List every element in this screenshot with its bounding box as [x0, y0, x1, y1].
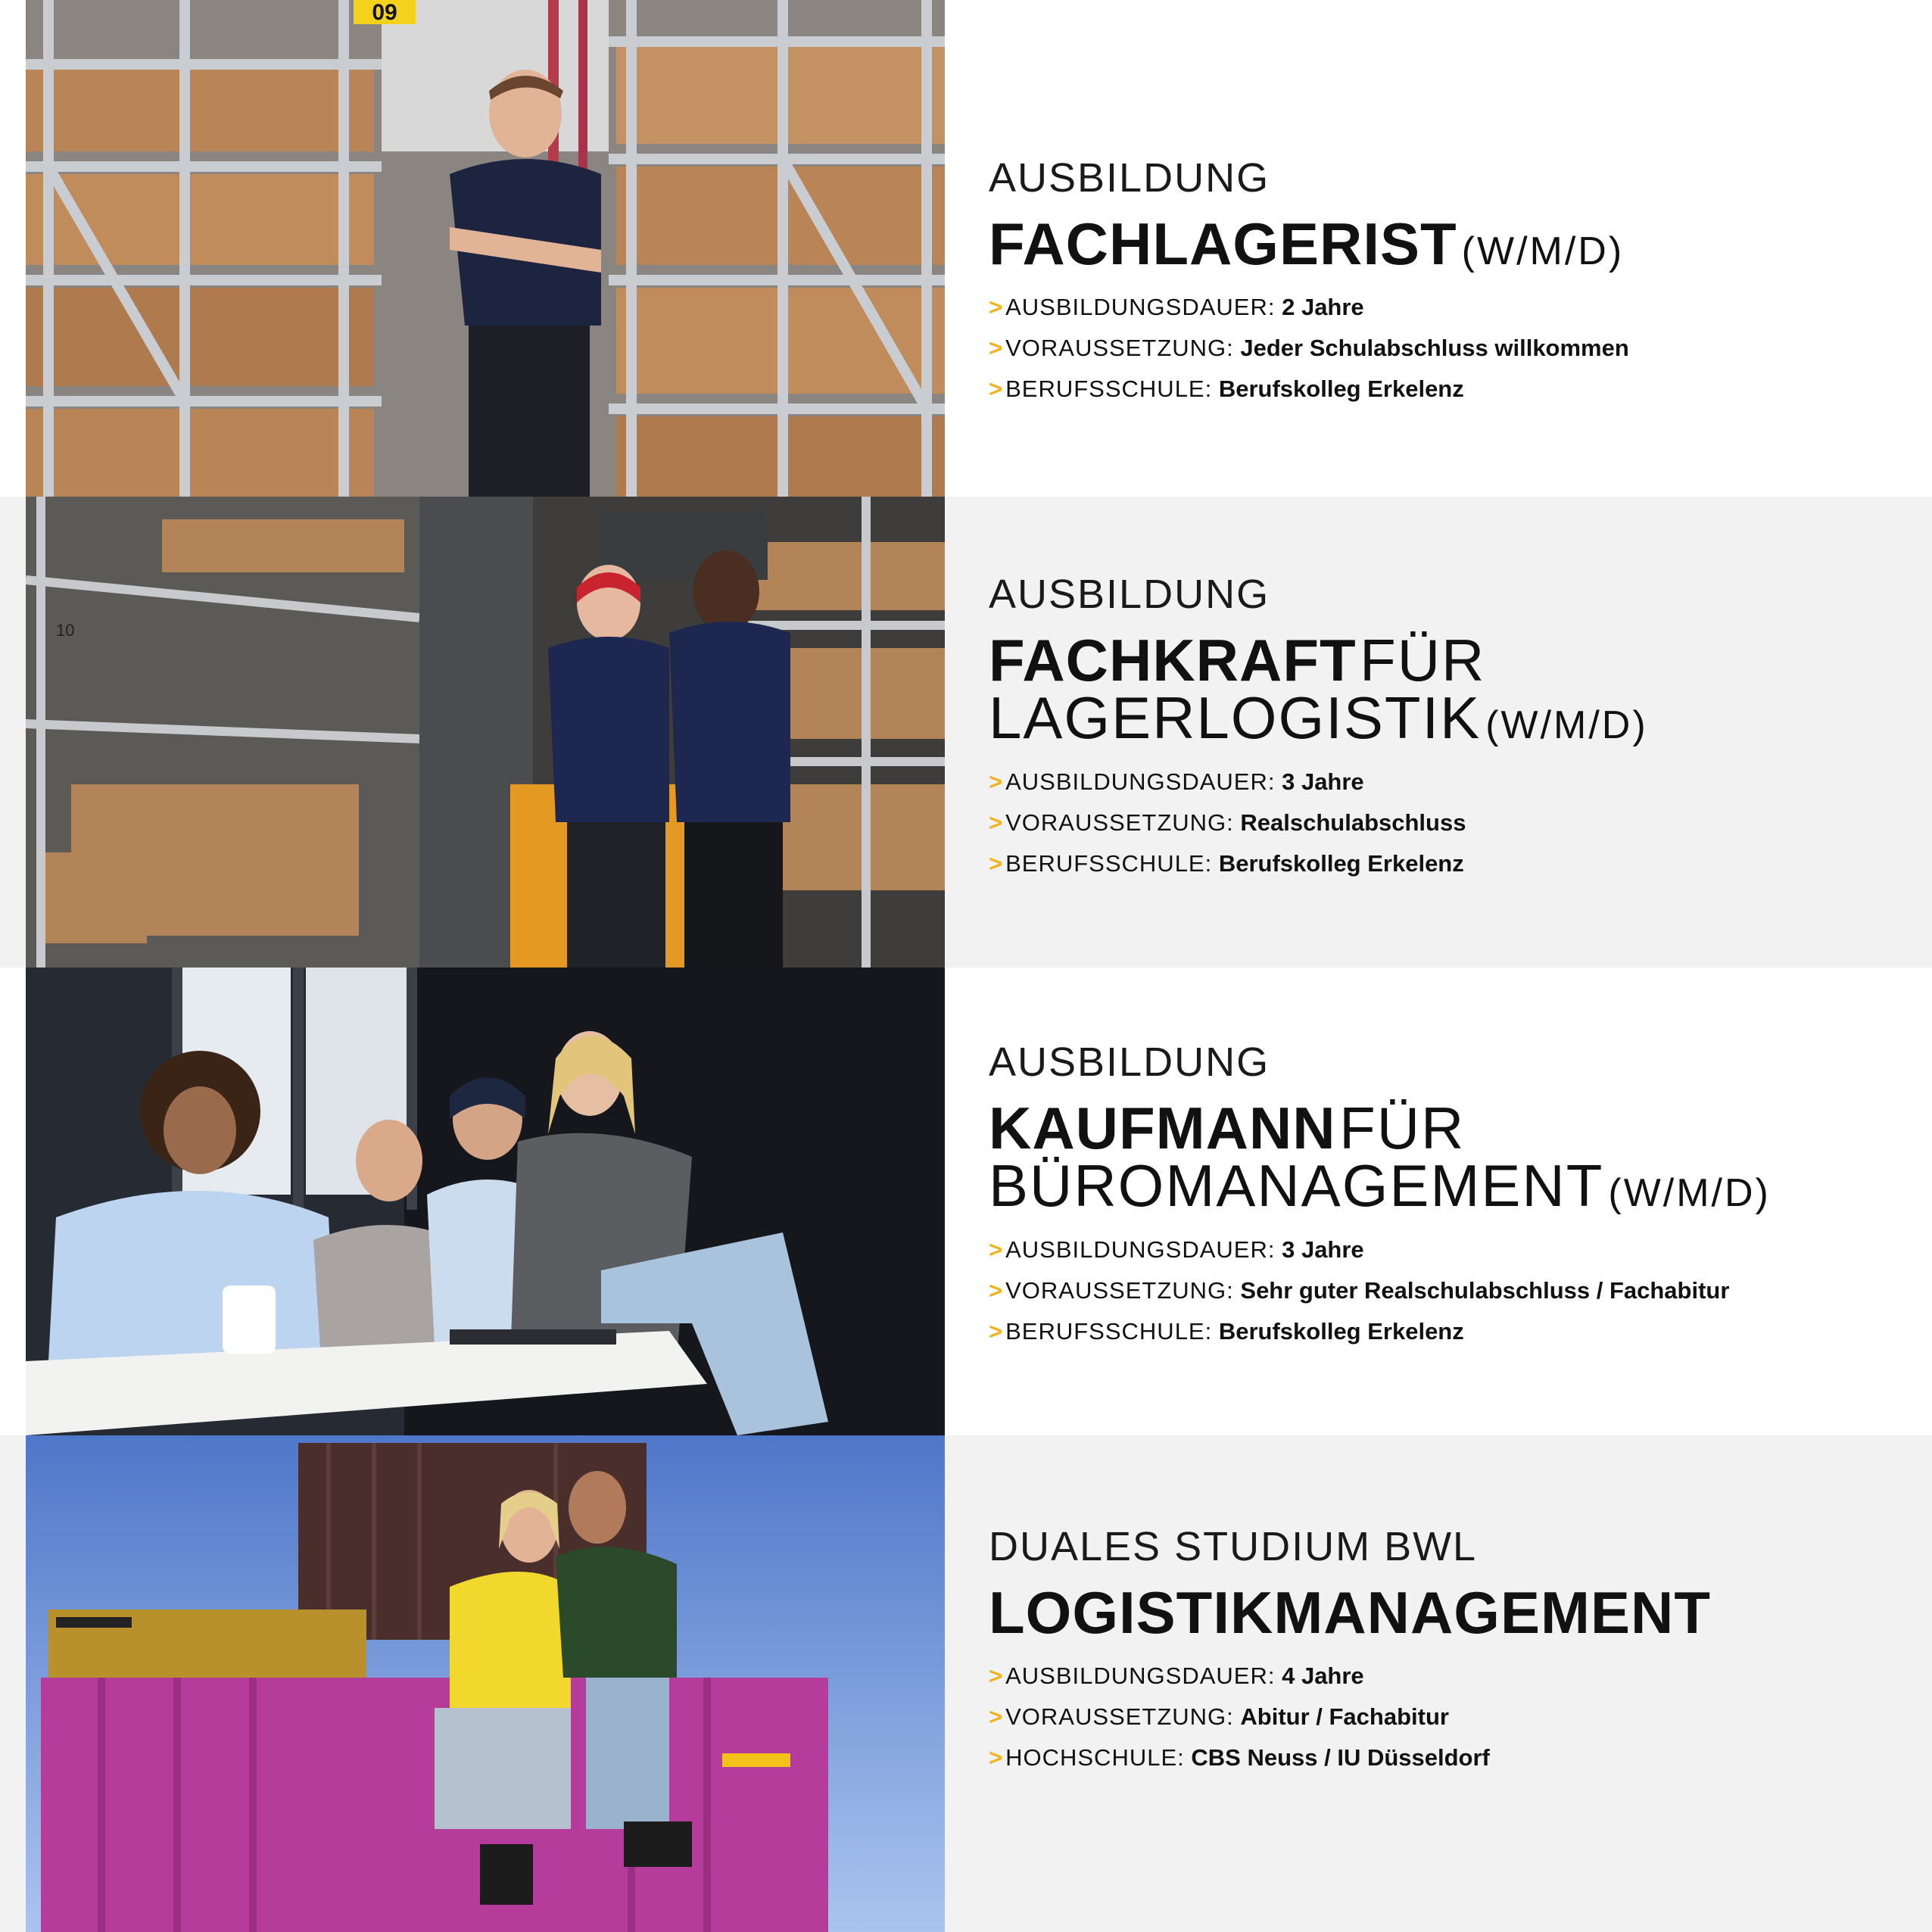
row-fachlagerist	[0, 0, 1932, 497]
kicker: AUSBILDUNG	[989, 572, 1270, 617]
arrow-icon: >	[989, 1276, 1003, 1304]
arrow-icon: >	[989, 294, 1003, 321]
job-title	[989, 627, 1897, 752]
facts-list	[989, 1236, 1897, 1345]
arrow-icon: >	[989, 768, 1003, 795]
kicker: AUSBILDUNG	[989, 155, 1270, 201]
job-title-light: FÜR	[1360, 627, 1486, 693]
info-fachkraft	[989, 574, 1897, 891]
job-title-bold: FACHLAGERIST	[989, 210, 1457, 277]
fact-requirement: > VORAUSSETZUNG: Realschulabschluss	[989, 809, 1466, 836]
row-duales-studium	[0, 1435, 1932, 1932]
rack-number-badge: 10	[56, 621, 75, 640]
arrow-icon: >	[989, 1317, 1003, 1345]
info-kaufmann	[989, 1039, 1897, 1359]
info-fachlagerist	[989, 157, 1897, 416]
arrow-icon: >	[989, 1662, 1003, 1690]
facts-list	[989, 768, 1897, 877]
photo-warehouse-young-man	[26, 0, 945, 497]
gender-suffix: (W/M/D)	[1461, 229, 1625, 273]
photo-office-team	[26, 968, 945, 1435]
info-duales-studium	[989, 1526, 1897, 1785]
fact-requirement: > VORAUSSETZUNG: Sehr guter Realschulabschluss / Fachabitur	[989, 1276, 1730, 1304]
row-fachkraft-lagerlogistik	[0, 497, 1932, 968]
row-kaufmann-bueromanagement	[0, 968, 1932, 1435]
photo-forklift-two-workers	[26, 497, 945, 968]
gender-suffix: (W/M/D)	[1485, 703, 1648, 748]
arrow-icon: >	[989, 375, 1003, 403]
job-title-bold: FACHKRAFT	[989, 627, 1357, 693]
rack-number-badge: 09	[372, 0, 397, 25]
facts-list	[989, 294, 1897, 403]
facts-list	[989, 1662, 1897, 1772]
gender-suffix: (W/M/D)	[1608, 1171, 1771, 1216]
fact-requirement: > VORAUSSETZUNG: Abitur / Fachabitur	[989, 1703, 1449, 1731]
arrow-icon: >	[989, 809, 1003, 836]
fact-university: > HOCHSCHULE: CBS Neuss / IU Düsseldorf	[989, 1744, 1490, 1772]
kicker: DUALES STUDIUM BWL	[989, 1524, 1478, 1569]
job-title-bold: LOGISTIKMANAGEMENT	[989, 1579, 1711, 1646]
job-title-light: FÜR	[1339, 1095, 1466, 1161]
arrow-icon: >	[989, 849, 1003, 877]
arrow-icon: >	[989, 1236, 1003, 1263]
fact-duration: > AUSBILDUNGSDAUER: 2 Jahre	[989, 294, 1364, 321]
kicker: AUSBILDUNG	[989, 1039, 1270, 1085]
job-title	[989, 210, 1897, 277]
job-title	[989, 1095, 1897, 1220]
fact-duration: > AUSBILDUNGSDAUER: 3 Jahre	[989, 768, 1364, 795]
job-title-bold: KAUFMANN	[989, 1095, 1336, 1161]
arrow-icon: >	[989, 1703, 1003, 1731]
job-title-line2: BÜROMANAGEMENT	[989, 1152, 1604, 1220]
fact-requirement: > VORAUSSETZUNG: Jeder Schulabschluss willkommen	[989, 335, 1629, 362]
job-title-line2: LAGERLOGISTIK	[989, 684, 1482, 752]
photo-container-students	[26, 1435, 945, 1932]
fact-school: > BERUFSSCHULE: Berufskolleg Erkelenz	[989, 849, 1464, 877]
fact-school: > BERUFSSCHULE: Berufskolleg Erkelenz	[989, 1317, 1464, 1345]
job-title	[989, 1579, 1897, 1646]
arrow-icon: >	[989, 1744, 1003, 1772]
fact-duration: > AUSBILDUNGSDAUER: 4 Jahre	[989, 1662, 1364, 1690]
fact-duration: > AUSBILDUNGSDAUER: 3 Jahre	[989, 1236, 1364, 1263]
fact-school: > BERUFSSCHULE: Berufskolleg Erkelenz	[989, 375, 1464, 403]
arrow-icon: >	[989, 335, 1003, 362]
